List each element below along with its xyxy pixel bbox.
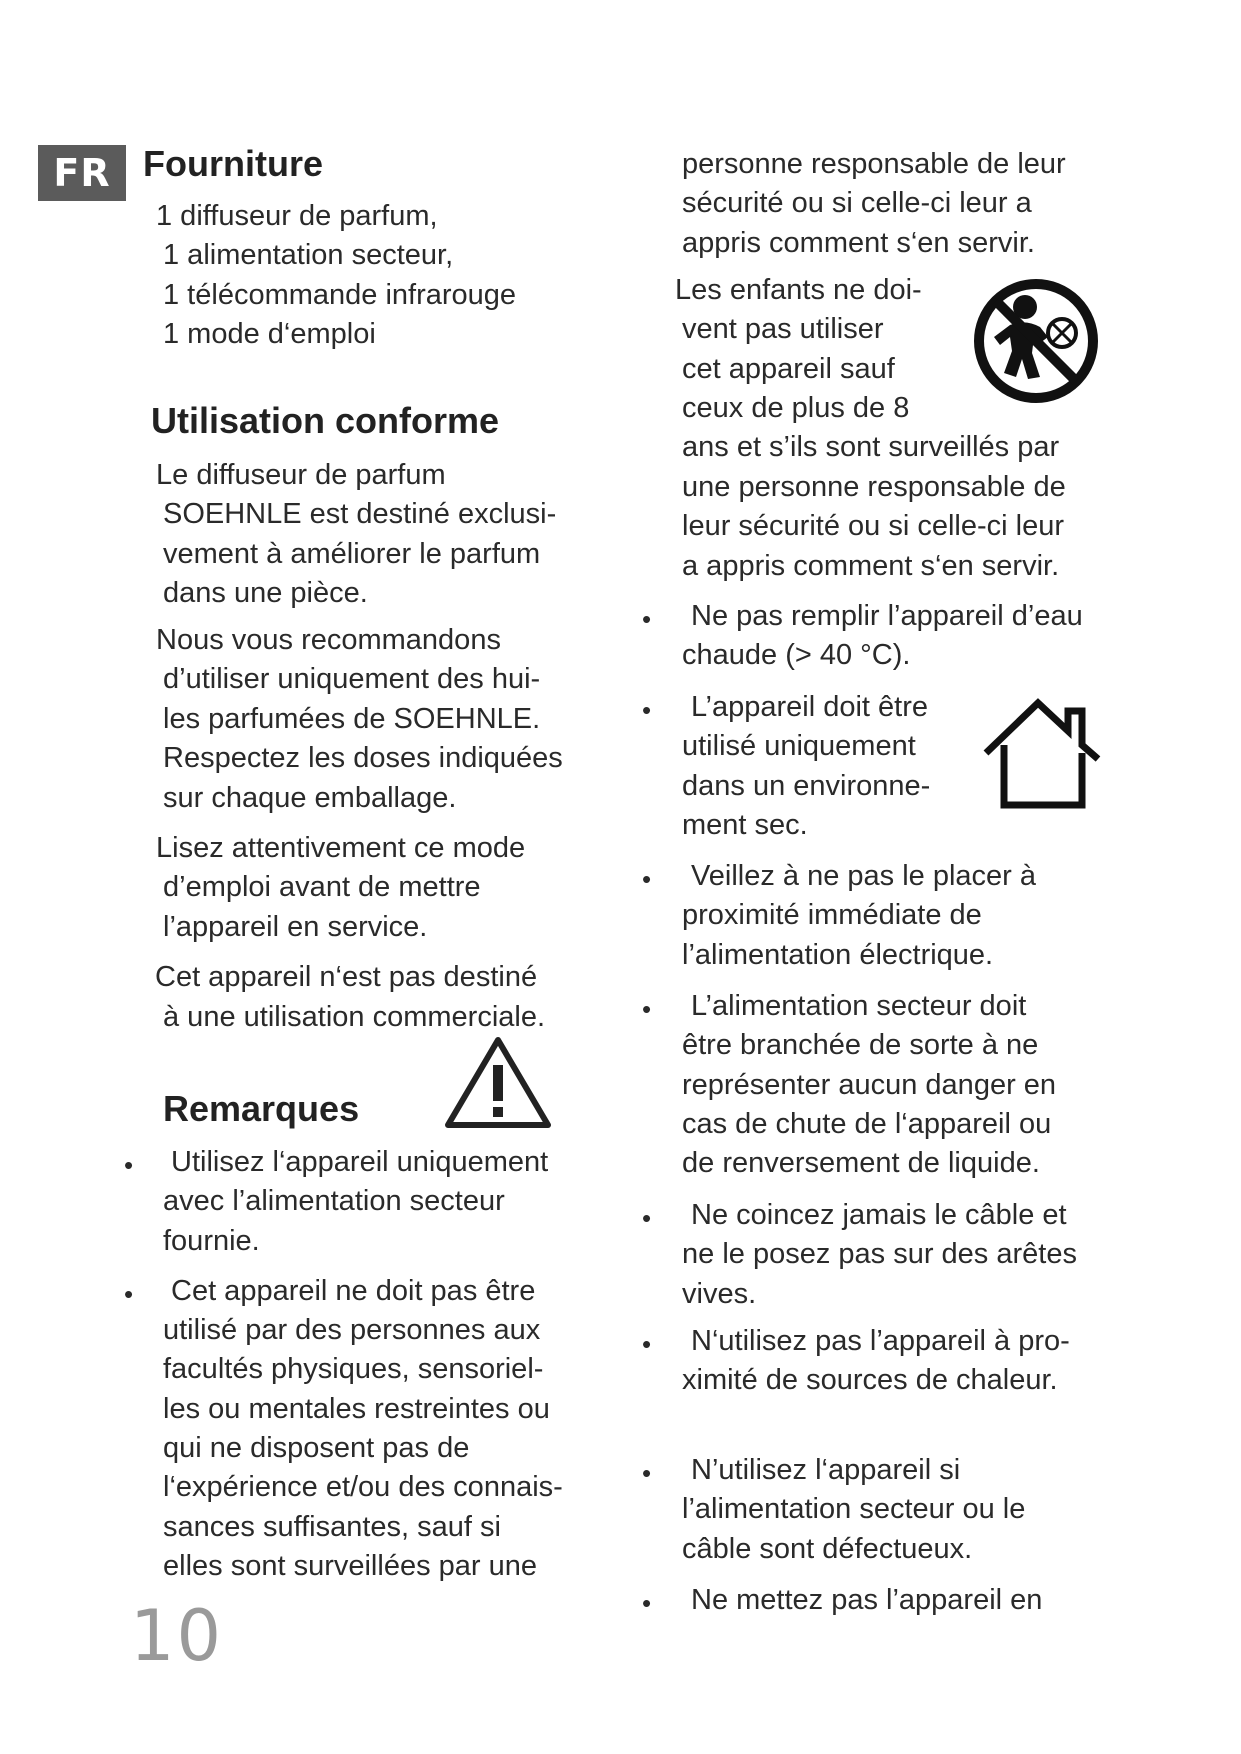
bullet: • [642, 1203, 652, 1233]
text-line: dans une pièce. [163, 577, 368, 609]
text-line: sances suffisantes, sauf si [163, 1511, 501, 1543]
text-line: chaude (> 40 °C). [682, 639, 911, 671]
bullet: • [642, 695, 652, 725]
house-icon [980, 695, 1104, 811]
heading-utilisation: Utilisation conforme [151, 400, 500, 441]
list-item: 1 diffuseur de parfum, [156, 200, 438, 232]
text-line: facultés physiques, sensoriel- [163, 1353, 544, 1385]
text-line: Veillez à ne pas le placer à [691, 860, 1036, 892]
text-line: l‘expérience et/ou des connais- [163, 1471, 563, 1503]
text-line: cet appareil sauf [682, 353, 895, 385]
text-line: dans un environne- [682, 770, 931, 802]
text-line: avec l’alimentation secteur [163, 1185, 505, 1217]
text-line: N’utilisez l‘appareil si [691, 1454, 961, 1486]
text-line: appris comment s‘en servir. [682, 227, 1035, 259]
text-line: vives. [682, 1278, 757, 1310]
text-line: Utilisez l‘appareil uniquement [171, 1146, 549, 1178]
text-line: N‘utilisez pas l’appareil à pro- [691, 1325, 1070, 1357]
no-children-icon [970, 275, 1102, 407]
text-line: vent pas utiliser [682, 313, 884, 345]
text-line: personne responsable de leur [682, 148, 1066, 180]
bullet: • [642, 1329, 652, 1359]
text-line: l’alimentation électrique. [682, 939, 994, 971]
text-line: utilisé par des personnes aux [163, 1314, 541, 1346]
list-item: 1 alimentation secteur, [163, 239, 454, 271]
text-line: sécurité ou si celle-ci leur a [682, 187, 1032, 219]
text-line: vement à améliorer le parfum [163, 538, 541, 570]
heading-remarques: Remarques [163, 1088, 360, 1129]
bullet: • [124, 1279, 134, 1309]
bullet: • [642, 1458, 652, 1488]
text-line: ximité de sources de chaleur. [682, 1364, 1058, 1396]
heading-fourniture: Fourniture [143, 143, 323, 184]
bullet: • [124, 1150, 134, 1180]
text-line: proximité immédiate de [682, 899, 982, 931]
text-line: fournie. [163, 1225, 260, 1257]
lang-tab: FR [38, 145, 126, 201]
list-item: 1 télécommande infrarouge [163, 279, 517, 311]
page-number: 10 [130, 1595, 224, 1677]
text-line: de renversement de liquide. [682, 1147, 1040, 1179]
text-line: les parfumées de SOEHNLE. [163, 703, 541, 735]
text-line: Le diffuseur de parfum [156, 459, 446, 491]
text-line: Cet appareil n‘est pas destiné [155, 961, 538, 993]
text-line: les ou mentales restreintes ou [163, 1393, 550, 1425]
text-line: L’alimentation secteur doit [691, 990, 1027, 1022]
text-line: être branchée de sorte à ne [682, 1029, 1039, 1061]
bullet: • [642, 1588, 652, 1618]
text-line: L’appareil doit être [691, 691, 928, 723]
text-line: représenter aucun danger en [682, 1069, 1057, 1101]
text-line: d’emploi avant de mettre [163, 871, 481, 903]
bullet: • [642, 994, 652, 1024]
text-line: Nous vous recommandons [156, 624, 501, 656]
text-line: SOEHNLE est destiné exclusi- [163, 498, 557, 530]
text-line: Ne coincez jamais le câble et [691, 1199, 1067, 1231]
bullet: • [642, 864, 652, 894]
bullet: • [642, 604, 652, 634]
text-line: ment sec. [682, 809, 808, 841]
list-item: 1 mode d‘emploi [163, 318, 376, 350]
text-line: leur sécurité ou si celle-ci leur [682, 510, 1064, 542]
text-line: ceux de plus de 8 [682, 392, 910, 424]
text-line: a appris comment s‘en servir. [682, 550, 1060, 582]
text-line: ne le posez pas sur des arêtes [682, 1238, 1077, 1270]
text-line: sur chaque emballage. [163, 782, 457, 814]
text-line: Cet appareil ne doit pas être [171, 1275, 536, 1307]
text-line: une personne responsable de [682, 471, 1066, 503]
text-line: utilisé uniquement [682, 730, 916, 762]
text-line: d’utiliser uniquement des hui- [163, 663, 541, 695]
text-line: qui ne disposent pas de [163, 1432, 470, 1464]
text-line: l’alimentation secteur ou le [682, 1493, 1026, 1525]
text-line: l’appareil en service. [163, 911, 428, 943]
text-line: Ne pas remplir l’appareil d’eau [691, 600, 1083, 632]
text-line: Les enfants ne doi- [675, 274, 922, 306]
text-line: Ne mettez pas l’appareil en [691, 1584, 1043, 1616]
text-line: à une utilisation commerciale. [163, 1001, 546, 1033]
text-line: ans et s’ils sont surveillés par [682, 431, 1060, 463]
text-line: elles sont surveillées par une [163, 1550, 537, 1582]
text-line: cas de chute de l‘appareil ou [682, 1108, 1052, 1140]
text-line: Respectez les doses indiquées [163, 742, 563, 774]
text-line: Lisez attentivement ce mode [156, 832, 526, 864]
text-line: câble sont défectueux. [682, 1533, 973, 1565]
